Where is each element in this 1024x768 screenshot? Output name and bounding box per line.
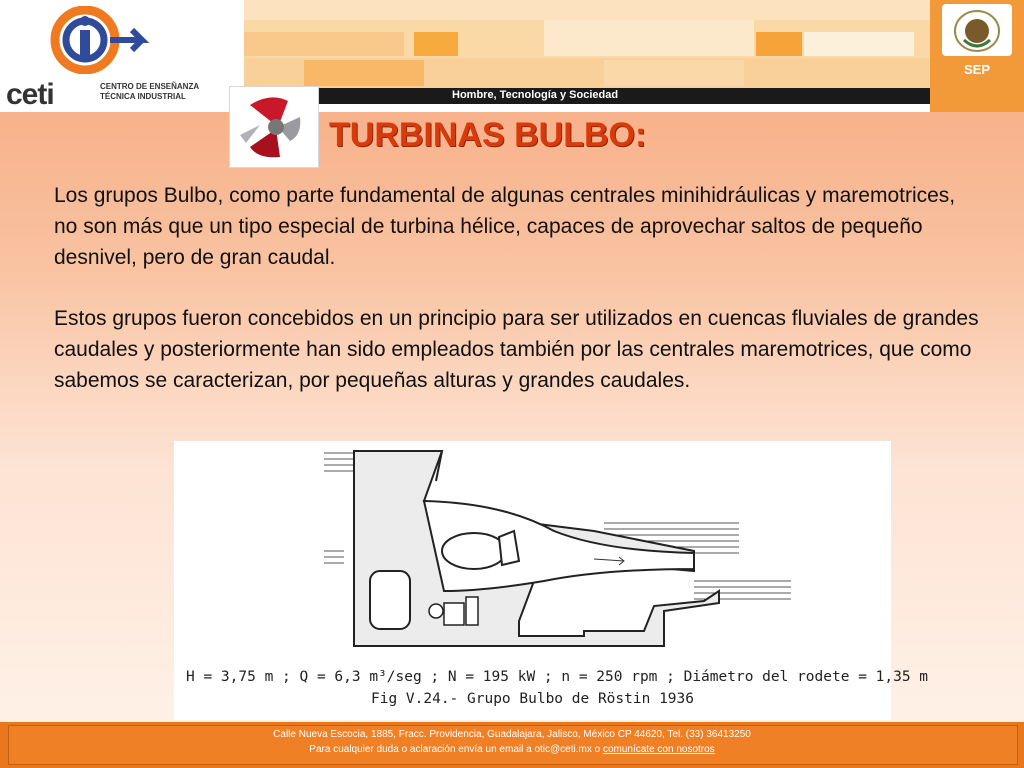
figure-title-caption: Fig V.24.- Grupo Bulbo de Röstin 1936 bbox=[370, 691, 694, 707]
turbine-thumbnail bbox=[229, 86, 319, 168]
footer-contact-text: Para cualquier duda o aclaración envía un email a otic@ceti.mx o bbox=[309, 744, 603, 755]
logo-sub-line2: TÉCNICA INDUSTRIAL bbox=[100, 92, 186, 101]
logo-text: ceti bbox=[6, 78, 54, 111]
slide-title: TURBINAS BULBO: bbox=[329, 116, 647, 154]
footer-contact bbox=[0, 744, 1024, 755]
mexico-eagle-emblem-icon bbox=[942, 4, 1012, 56]
ceti-logo-icon bbox=[30, 6, 150, 74]
tagline: Hombre, Tecnología y Sociedad bbox=[452, 89, 619, 101]
bulb-turbine-figure bbox=[174, 441, 929, 720]
header-banner bbox=[244, 0, 930, 88]
contact-link[interactable]: comunícate con nosotros bbox=[602, 744, 715, 755]
turbine-icon bbox=[230, 87, 318, 167]
logo-sub-line1: CENTRO DE ENSEÑANZA bbox=[100, 82, 200, 91]
footer-address: Calle Nueva Escocia, 1885, Fracc. Providencia, Guadalajara, Jalisco, México CP 44620, Tel. (33) 36413250 bbox=[273, 729, 751, 740]
paragraph-1: Los grupos Bulbo, como parte fundamental de algunas centrales minihidráulicas y maremotrices, no son más que un tipo especial de turbina hélice, capaces de aprovechar saltos de pequeño desnivel, pero de gran caudal. bbox=[54, 184, 956, 269]
paragraph-2: Estos grupos fueron concebidos en un principio para ser utilizados en cuencas fluviales de grandes caudales y posteriormente han sido empleados también por las centrales maremotrices, que como sabemos se caracterizan, por pequeñas alturas y grandes caudales. bbox=[54, 307, 979, 392]
footer bbox=[0, 722, 1024, 768]
logo-subtitle bbox=[100, 82, 240, 102]
tagline-bar bbox=[244, 88, 930, 104]
sep-logo[interactable] bbox=[930, 0, 1024, 112]
sep-label: SEP bbox=[963, 62, 990, 77]
figure-specs-caption: H = 3,75 m ; Q = 6,3 m³/seg ; N = 195 kW ; n = 250 rpm ; Diámetro del rodete = 1,35 m bbox=[186, 669, 929, 685]
turbine-cross-section-drawing bbox=[174, 441, 891, 666]
ceti-logo[interactable] bbox=[0, 0, 244, 112]
header bbox=[0, 0, 1024, 112]
